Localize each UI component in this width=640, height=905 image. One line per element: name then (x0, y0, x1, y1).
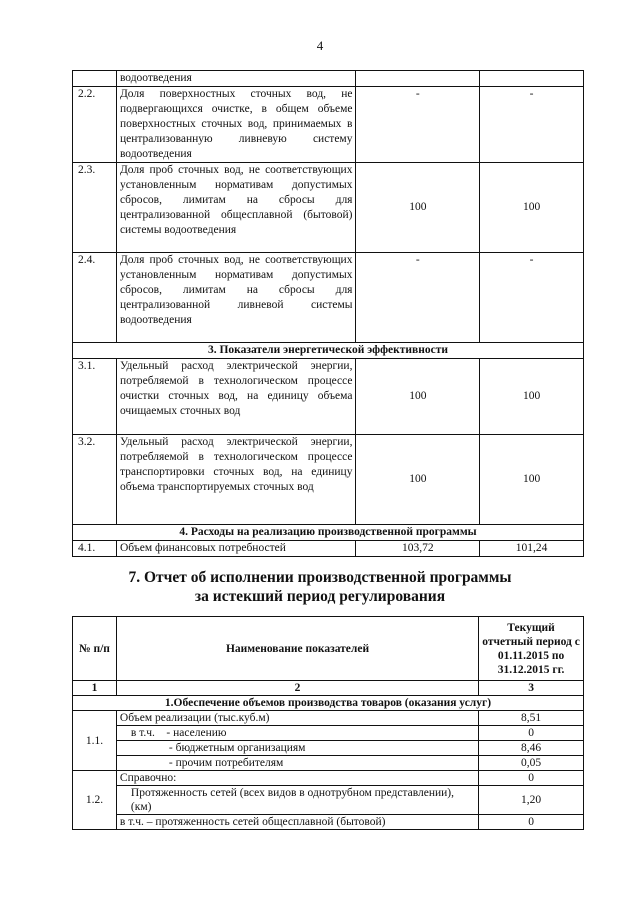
row-description: Доля проб сточных вод, не соответствующих установленным нормативам допустимых сбросов, лимитам на сбросы для централизованной общесплавной (бытовой) системы водоотведения (116, 163, 356, 253)
row-value-2: - (480, 87, 584, 163)
row-number: 3.1. (73, 359, 117, 435)
row-label: в т.ч. - населению (116, 726, 478, 741)
row-value-1 (356, 71, 480, 87)
row-value: 1,20 (479, 786, 584, 815)
row-description: Объем финансовых потребностей (116, 541, 356, 557)
row-value-1: 100 (356, 359, 480, 435)
row-label: - бюджетным организациям (116, 741, 478, 756)
row-label: Объем реализации (тыс.куб.м) (116, 711, 478, 726)
row-value: 0 (479, 771, 584, 786)
index-row (73, 681, 584, 696)
header-row (73, 617, 584, 681)
row-value: 0,05 (479, 756, 584, 771)
row-value-2: 101,24 (480, 541, 584, 557)
row-value-2: - (480, 253, 584, 343)
row-value-1: - (356, 253, 480, 343)
row-description: водоотведения (116, 71, 356, 87)
row-number (73, 71, 117, 87)
row-label: в т.ч. – протяженность сетей общесплавной (бытовой) (116, 815, 478, 830)
row-value: 0 (479, 726, 584, 741)
section-row (73, 696, 584, 711)
row-label: Протяженность сетей (всех видов в однотрубном представлении), (км) (116, 786, 478, 815)
row-value-1: 100 (356, 435, 480, 525)
section-row (73, 525, 584, 541)
row-number: 2.2. (73, 87, 117, 163)
row-number: 1.2. (73, 771, 117, 830)
row-value: 8,51 (479, 711, 584, 726)
row-description: Доля проб сточных вод, не соответствующих установленным нормативам допустимых сбросов, лимитам на сбросы для централизованной ливневой системы водоотведения (116, 253, 356, 343)
header-number: № п/п (73, 617, 117, 681)
row-value-1: 103,72 (356, 541, 480, 557)
row-description: Удельный расход электрической энергии, потребляемой в технологическом процессе очистки сточных вод, на единицу объема очищаемых сточных вод (116, 359, 356, 435)
row-value-2 (480, 71, 584, 87)
table-row (73, 541, 584, 557)
header-name: Наименование показателей (116, 617, 478, 681)
row-value: 8,46 (479, 741, 584, 756)
row-value: 0 (479, 815, 584, 830)
table-row (73, 741, 584, 756)
index-cell: 3 (479, 681, 584, 696)
table-row (73, 815, 584, 830)
row-value-2: 100 (480, 163, 584, 253)
table-row (73, 756, 584, 771)
table-row (73, 771, 584, 786)
indicators-table (72, 70, 584, 557)
table-row (73, 359, 584, 435)
row-value-1: - (356, 87, 480, 163)
section-title-line-2: за истекший период регулирования (194, 588, 446, 605)
table-row (73, 163, 584, 253)
page-number: 4 (316, 38, 324, 53)
section-heading: 1.Обеспечение объемов производства товаров (оказания услуг) (73, 696, 584, 711)
table-row (73, 711, 584, 726)
row-number: 2.4. (73, 253, 117, 343)
index-cell: 2 (116, 681, 478, 696)
report-table (72, 616, 584, 830)
index-cell: 1 (73, 681, 117, 696)
section-heading: 4. Расходы на реализацию производственной программы (73, 525, 584, 541)
row-value-2: 100 (480, 359, 584, 435)
table-row (73, 726, 584, 741)
section-title-line-1: 7. Отчет об исполнении производственной программы (128, 569, 512, 586)
row-label: Справочно: (116, 771, 478, 786)
row-label: - прочим потребителям (116, 756, 478, 771)
row-number: 2.3. (73, 163, 117, 253)
table-row (73, 71, 584, 87)
row-number: 3.2. (73, 435, 117, 525)
table-row (73, 786, 584, 815)
row-number: 4.1. (73, 541, 117, 557)
table-row (73, 87, 584, 163)
table-row (73, 253, 584, 343)
table-row (73, 435, 584, 525)
row-value-2: 100 (480, 435, 584, 525)
header-period: Текущий отчетный период с 01.11.2015 по 31.12.2015 гг. (479, 617, 584, 681)
row-description: Удельный расход электрической энергии, потребляемой в технологическом процессе транспортировки сточных вод, на единицу объема транспортируемых сточных вод (116, 435, 356, 525)
row-value-1: 100 (356, 163, 480, 253)
row-description: Доля поверхностных сточных вод, не подвергающихся очистке, в общем объеме поверхностных сточных вод, принимаемых в централизованную ливневую систему водоотведения (116, 87, 356, 163)
section-heading: 3. Показатели энергетической эффективности (73, 343, 584, 359)
section-row (73, 343, 584, 359)
row-number: 1.1. (73, 711, 117, 771)
